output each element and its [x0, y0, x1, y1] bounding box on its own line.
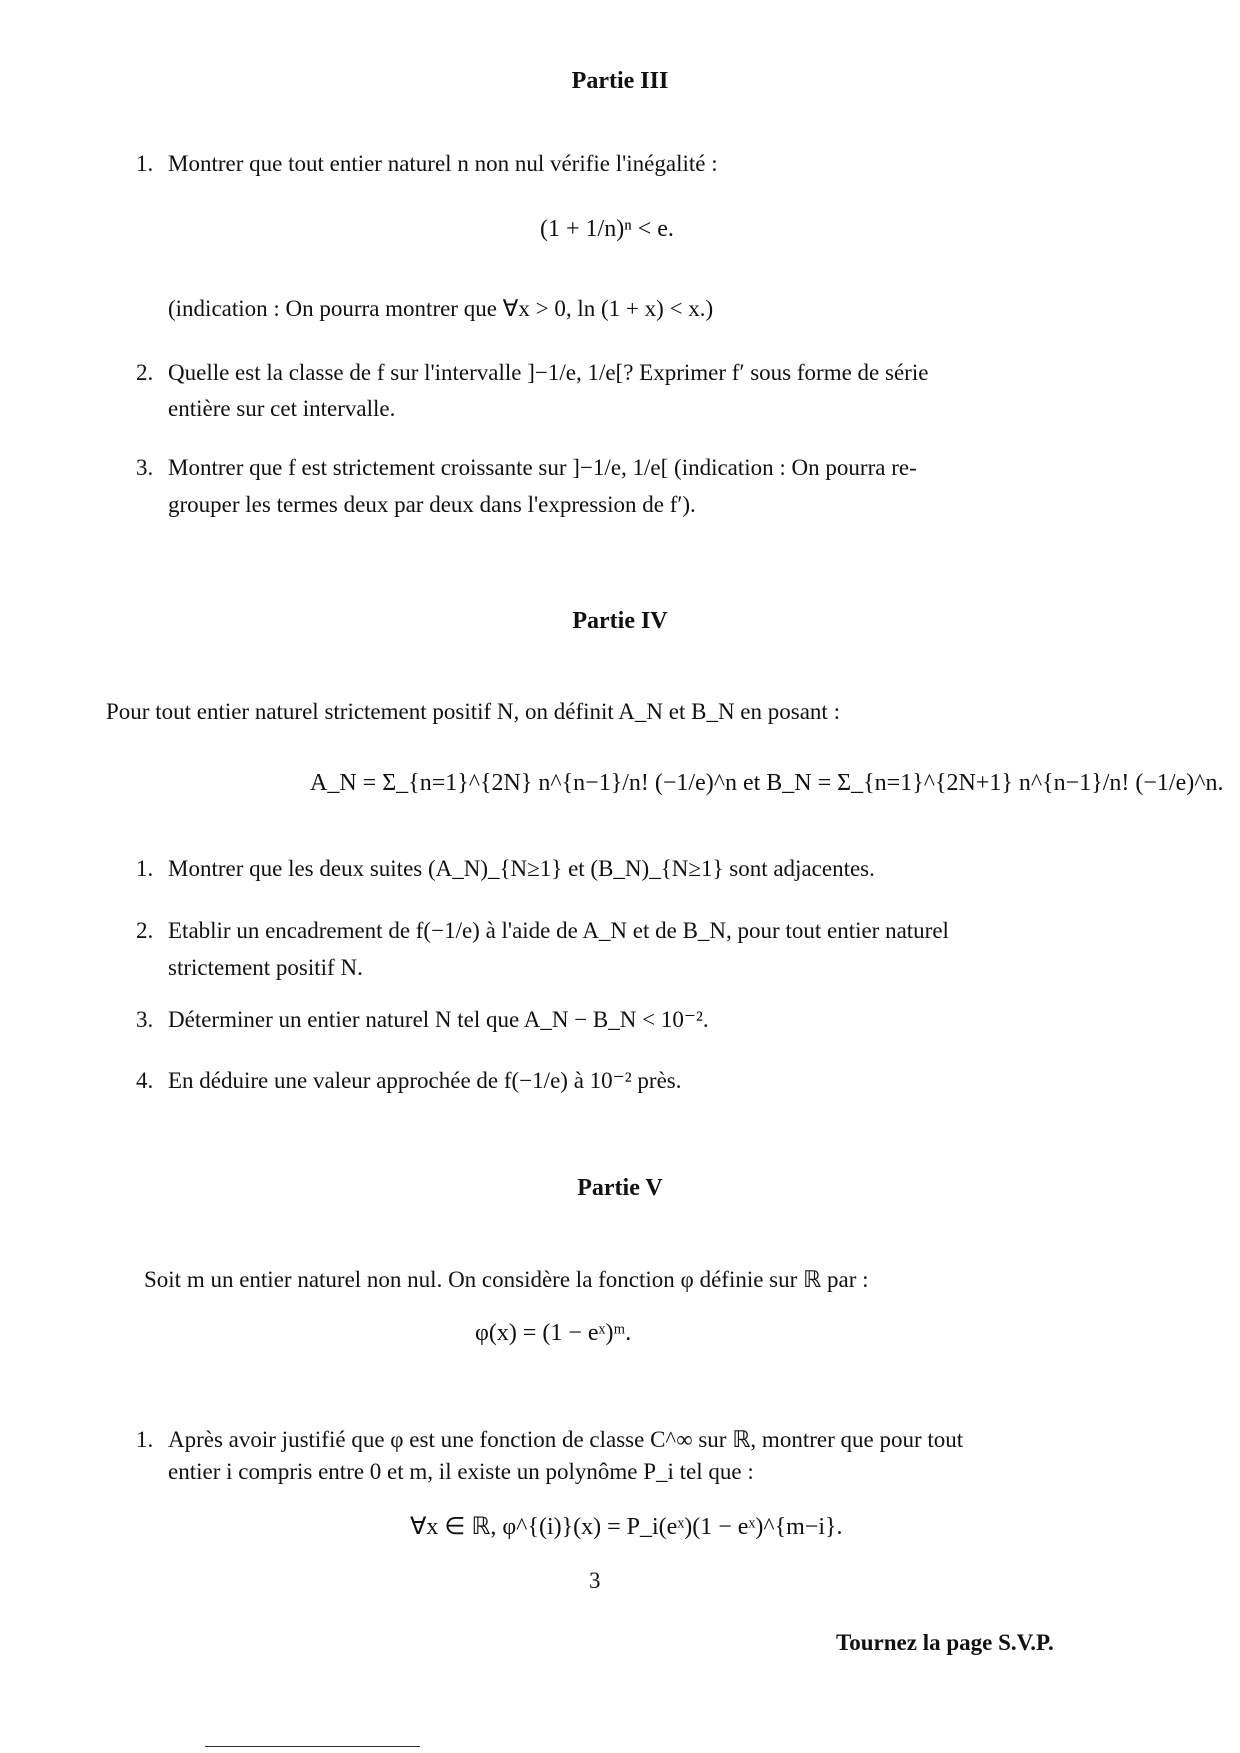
- part4-q2-line1: Etablir un encadrement de f(−1/e) à l'aide de A_N et de B_N, pour tout entier naturel: [168, 918, 949, 943]
- part3-heading: Partie III: [571, 68, 669, 94]
- part3-q1-text: Montrer que tout entier naturel n non nul vérifie l'inégalité :: [168, 151, 718, 176]
- part4-q1-text: Montrer que les deux suites (A_N)_{N≥1} et (B_N)_{N≥1} sont adjacentes.: [168, 856, 875, 881]
- part4-q3-number: 3.: [136, 1007, 154, 1032]
- part3-q2-line2: entière sur cet intervalle.: [168, 396, 396, 421]
- part4-q4-text: En déduire une valeur approchée de f(−1/e) à 10⁻² près.: [168, 1068, 682, 1093]
- part4-formula: A_N = Σ_{n=1}^{2N} n^{n−1}/n! (−1/e)^n et B_N = Σ_{n=1}^{2N+1} n^{n−1}/n! (−1/e)^n.: [310, 770, 1224, 796]
- part4-intro: Pour tout entier naturel strictement positif N, on définit A_N et B_N en posant :: [106, 699, 840, 724]
- part3-q3-number: 3.: [136, 455, 154, 480]
- part3-q1-hint: (indication : On pourra montrer que ∀x > 0, ln (1 + x) < x.): [168, 296, 714, 321]
- part5-heading: Partie V: [577, 1175, 663, 1201]
- part5-q1-line2: entier i compris entre 0 et m, il existe un polynôme P_i tel que :: [168, 1459, 754, 1484]
- footer-turn-page: Tournez la page S.V.P.: [836, 1630, 1054, 1655]
- part3-q3-line1: Montrer que f est strictement croissante sur ]−1/e, 1/e[ (indication : On pourra re-: [168, 455, 917, 480]
- footer-rule: [205, 1746, 420, 1747]
- part5-intro: Soit m un entier naturel non nul. On considère la fonction φ définie sur ℝ par :: [144, 1267, 869, 1292]
- part4-q3-text: Déterminer un entier naturel N tel que A_N − B_N < 10⁻².: [168, 1007, 709, 1032]
- part4-q2-number: 2.: [136, 918, 154, 943]
- part5-formula: φ(x) = (1 − eˣ)ᵐ.: [475, 1320, 632, 1346]
- part3-q3-line2: grouper les termes deux par deux dans l'expression de f′).: [168, 492, 696, 517]
- part4-q4-number: 4.: [136, 1068, 154, 1093]
- part3-q2-number: 2.: [136, 360, 154, 385]
- part5-q1-formula: ∀x ∈ ℝ, φ^{(i)}(x) = P_i(eˣ)(1 − eˣ)^{m−i}.: [410, 1514, 843, 1540]
- part5-q1-line1: Après avoir justifié que φ est une fonction de classe C^∞ sur ℝ, montrer que pour tout: [168, 1427, 964, 1452]
- page-number: 3: [589, 1568, 601, 1593]
- part4-heading: Partie IV: [572, 608, 668, 634]
- part3-q1-number: 1.: [136, 151, 154, 176]
- part3-q1-formula: (1 + 1/n)ⁿ < e.: [540, 216, 674, 242]
- part4-q1-number: 1.: [136, 856, 154, 881]
- part4-q2-line2: strictement positif N.: [168, 955, 363, 980]
- part3-q2-line1: Quelle est la classe de f sur l'intervalle ]−1/e, 1/e[? Exprimer f′ sous forme de série: [168, 360, 929, 385]
- part5-q1-number: 1.: [136, 1427, 154, 1452]
